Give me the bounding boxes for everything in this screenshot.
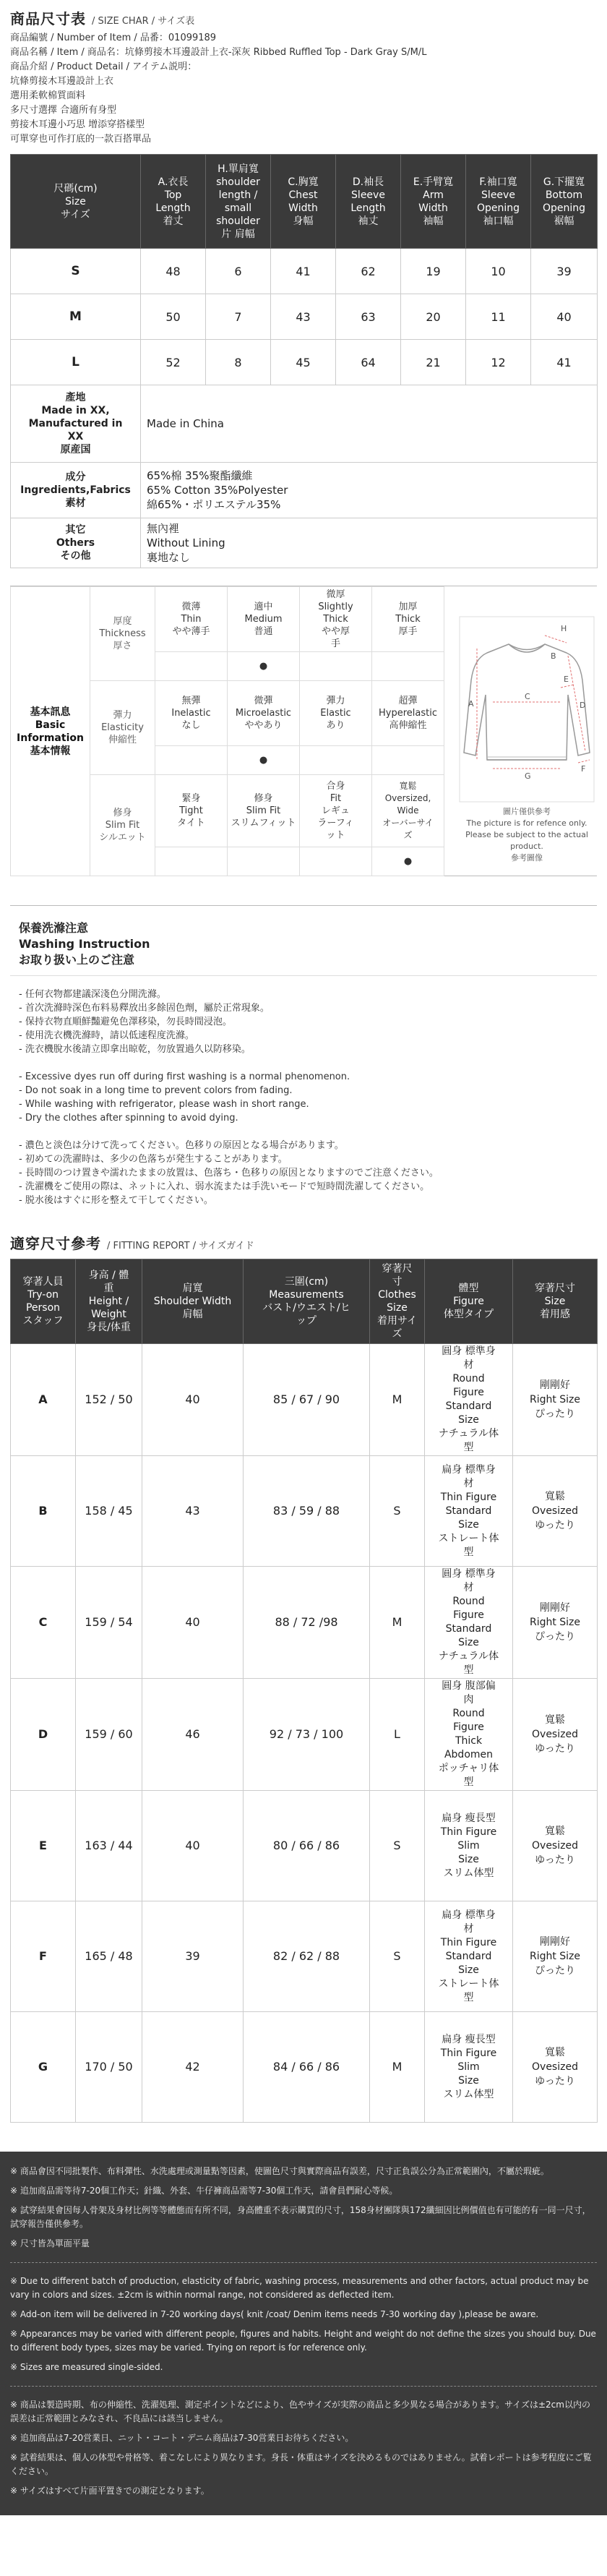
wash-line: - 保持衣物直順鮮豔避免色澤移染，勿長時間浸泡。 [19,1017,232,1027]
notes-divider [10,2262,597,2263]
product-info [0,28,607,154]
marker-cell [372,746,444,775]
note-item: ※ 追加商品は7-20営業日、ニット・コート・デニム商品は7-30営業日お待ちください。 [10,2433,354,2443]
size-cell: 39 [531,249,598,294]
height-weight-cell: 163 / 44 [76,1791,142,1901]
washing-title-zh: 保養洗滌注意 [19,921,89,935]
diagram-letter-d: D [580,701,586,710]
diagram-letter-b: B [551,651,556,661]
height-weight-cell: 159 / 60 [76,1679,142,1791]
size-label: S [11,249,141,294]
diagram-letter-h: H [561,624,567,633]
info-line: 剪接木耳邊小巧思 增添穿搭樣型 [10,119,145,130]
wash-line: - 長時間のつけ置きや濡れたままの放置は、色落ち・色移りの原因となりますのでご注意ください。 [19,1168,439,1178]
washing-title-en: Washing Instruction [19,937,150,951]
size-chart-heading: 商品尺寸表 [10,10,86,27]
meta-value: Made in China [141,385,598,463]
marker-cell [155,847,228,876]
meta-row-origin [11,385,598,463]
size-cell: 48 [141,249,206,294]
height-weight-cell: 159 / 54 [76,1567,142,1679]
size-cell: S [370,1456,425,1567]
note-item: ※ Sizes are measured single-sided. [10,2362,163,2372]
size-cell: 7 [206,294,271,340]
measurements-cell: 83 / 59 / 88 [244,1456,370,1567]
measurements-cell: 84 / 66 / 86 [244,2012,370,2123]
note-item: ※ 商品會因不同批製作、布料彈性、水洗處理或測量點等因素，使圖色尺寸與實際商品有誤差，尺寸正負誤公分為正常範圍內，不屬於瑕疵。 [10,2166,549,2176]
col-header-fit: 穿著尺寸 Size 着用感 [513,1259,598,1344]
height-weight-cell: 170 / 50 [76,2012,142,2123]
col-header-height-weight: 身高 / 體 重 Height / Weight 身長/体重 [76,1259,142,1344]
fitting-row-f [11,1901,598,2012]
note-item: ※ 追加商品需等待7-20個工作天；針織、外套、牛仔褲商品需等7-30個工作天，請會員們耐心等候。 [10,2186,398,2196]
col-header-top-length: A.衣長 Top Length 着丈 [141,155,206,249]
figure-cell: 扁身 瘦長型 Thin Figure Slim Size スリム体型 [425,1791,513,1901]
fit-cell: 寬鬆 Ovesized ゆったり [513,1456,598,1567]
fit-cell: 剛剛好 Right Size ぴったり [513,1344,598,1456]
size-cell: 12 [466,340,531,385]
info-line: 商品介紹 / Product Detail / アイテム説明： [10,61,197,72]
thickness-option-medium: 適中 Medium 普通 [228,587,300,652]
fit-cell: 寬鬆 Ovesized ゆったり [513,1791,598,1901]
fit-cell: 寬鬆 Ovesized ゆったり [513,1679,598,1791]
fit-option-regular: 合身 Fit レギュ ラーフィ ット [300,775,372,847]
fit-option-slim: 修身 Slim Fit スリムフィット [228,775,300,847]
fitting-row-d [11,1679,598,1791]
size-cell: 10 [466,249,531,294]
height-weight-cell: 158 / 45 [76,1456,142,1567]
note-item: ※ 商品は製造時期、布の伸縮性、洗濯処理、測定ポイントなどにより、色やサイズが実際の商品と多少異なる場合があります。サイズは±2cm以内の誤差は正常範囲とみなされ、不良品には該当しません。 [10,2400,590,2423]
size-cell: 19 [401,249,466,294]
wash-line: - 首次洗滌時深色布料易釋放出多餘固色劑，屬於正常現象。 [19,1003,270,1014]
note-item: ※ 尺寸皆為單面平量 [10,2238,90,2248]
size-row-l [11,340,598,385]
selected-dot-icon: ● [228,746,300,775]
size-cell: 40 [531,294,598,340]
size-chart-subtitle: / SIZE CHAR / サイズ表 [91,16,195,27]
measurements-cell: 80 / 66 / 86 [244,1791,370,1901]
diagram-caption: 圖片僅供參考 The picture is for refence only. Please be subject to the actual product. 參考圖像 [465,807,588,863]
notes-section [0,2152,607,2515]
basic-info-section [10,586,597,876]
figure-cell: 扁身 標準身 材 Thin Figure Standard Size ストレート体 型 [425,1901,513,2012]
fitting-heading: 適穿尺寸參考 [10,1235,101,1252]
figure-cell: 扁身 標準身 材 Thin Figure Standard Size ストレート体 型 [425,1456,513,1567]
sweater-diagram-icon [458,615,595,803]
elasticity-label: 彈力 Elasticity 伸縮性 [90,681,155,775]
washing-title-ja: お取り扱い上のご注意 [19,953,135,967]
marker-cell [300,652,372,681]
fitting-title [0,1218,607,1259]
meta-label: 其它 Others その他 [11,518,141,568]
shoulder-cell: 43 [142,1456,244,1567]
wash-line: - Dry the clothes after spinning to avoid dying. [19,1113,238,1124]
size-cell: 64 [336,340,401,385]
size-cell: 21 [401,340,466,385]
elasticity-option-microelastic: 微彈 Microelastic ややあり [228,681,300,746]
col-header-shoulder: H.單肩寬 shoulder length / small shoulder 片 肩幅 [206,155,271,249]
measurements-cell: 82 / 62 / 88 [244,1901,370,2012]
note-item: ※ サイズはすべて片面平置きでの測定となります。 [10,2486,210,2496]
meta-row-fabric [11,463,598,518]
size-cell: 62 [336,249,401,294]
fit-label: 修身 Slim Fit シルエット [90,775,155,876]
figure-cell: 扁身 瘦長型 Thin Figure Slim Size スリム体型 [425,2012,513,2123]
meta-value: 無內裡 Without Lining 裏地なし [141,518,598,568]
wash-line: - While washing with refrigerator, please wash in short range. [19,1099,309,1110]
diagram-letter-a: A [468,699,474,709]
fitting-subtitle: / FITTING REPORT / サイズガイド [106,1241,254,1251]
person-label: D [11,1679,76,1791]
size-cell: 6 [206,249,271,294]
col-header-chest: C.胸寬 Chest Width 身幅 [271,155,336,249]
wash-line: - 洗濯機をご使用の際は、ネットに入れ、弱水流または手洗いモードで短時間洗濯してください。 [19,1181,430,1192]
measurements-cell: 88 / 72 /98 [244,1567,370,1679]
fitting-row-b [11,1456,598,1567]
washing-text [10,975,597,1218]
fitting-row-c [11,1567,598,1679]
marker-cell [300,847,372,876]
notes-divider [10,2386,597,2387]
note-item: ※ Appearances may be varied with different people, figures and habits. Height and weight do not define the sizes you should buy. Due to different body types, sizes may be varied. Trying on report is for reference only. [10,2329,596,2353]
col-header-sleeve-opening: F.袖口寬 Sleeve Opening 袖口幅 [466,155,531,249]
info-line: 商品名稱 / Item / 商品名：坑條剪接木耳邊設計上衣-深灰 Ribbed Ruffled Top - Dark Gray S/M/L [10,47,427,58]
wash-line: - 使用洗衣機洗滌時，請以低速程度洗滌。 [19,1030,194,1041]
wash-line: - Do not soak in a long time to prevent colors from fading. [19,1085,293,1096]
shoulder-cell: 42 [142,2012,244,2123]
meta-value: 65%棉 35%聚酯纖維 65% Cotton 35%Polyester 綿65%・ポリエステル35% [141,463,598,518]
shoulder-cell: 39 [142,1901,244,2012]
shoulder-cell: 40 [142,1344,244,1456]
col-header-person: 穿著人員 Try-on Person スタッフ [11,1259,76,1344]
size-cell: 43 [271,294,336,340]
size-cell: 63 [336,294,401,340]
size-cell: 11 [466,294,531,340]
thickness-option-thick: 加厚 Thick 厚手 [372,587,444,652]
person-label: G [11,2012,76,2123]
washing-section [10,905,597,1218]
thickness-label: 厚度 Thickness 厚さ [90,587,155,681]
washing-title [10,906,597,968]
size-chart-title [0,0,607,28]
col-header-sleeve-length: D.袖長 Sleeve Length 袖丈 [336,155,401,249]
thickness-option-thin: 微薄 Thin やや薄手 [155,587,228,652]
size-cell: 45 [271,340,336,385]
col-header-arm-width: E.手臂寬 Arm Width 袖幅 [401,155,466,249]
note-item: ※ 試穿結果會因每人骨架及身材比例等等體態而有所不同，身高體重不表示購買的尺寸，158身材團隊與172纖細因比例價值也有可能的有一同一尺寸，試穿報告僅供參考。 [10,2205,591,2229]
marker-cell [300,746,372,775]
figure-cell: 圓身 標準身 材 Round Figure Standard Size ナチュラル体 型 [425,1567,513,1679]
size-cell: S [370,1901,425,2012]
thickness-option-slightly-thick: 微厚 Slightly Thick やや厚 手 [300,587,372,652]
marker-cell [372,652,444,681]
height-weight-cell: 165 / 48 [76,1901,142,2012]
fit-option-oversized: 寬鬆 Oversized, Wide オーバーサイ ズ [372,775,444,847]
size-row-m [11,294,598,340]
diagram-letter-e: E [564,675,569,684]
fit-cell: 剛剛好 Right Size ぴったり [513,1567,598,1679]
fit-option-tight: 緊身 Tight タイト [155,775,228,847]
attribute-table [10,586,444,876]
garment-diagram [458,615,595,863]
col-header-figure: 體型 Figure 体型タイプ [425,1259,513,1344]
person-label: F [11,1901,76,2012]
shoulder-cell: 40 [142,1791,244,1901]
marker-cell [155,652,228,681]
person-label: B [11,1456,76,1567]
size-table [10,154,598,568]
wash-line: - 脱水後はすぐに形を整えて干してください。 [19,1195,213,1206]
fitting-row-a [11,1344,598,1456]
elasticity-option-elastic: 彈力 Elastic あり [300,681,372,746]
size-cell: 8 [206,340,271,385]
person-label: A [11,1344,76,1456]
size-label: M [11,294,141,340]
measurements-cell: 92 / 73 / 100 [244,1679,370,1791]
fitting-table [10,1259,598,2123]
col-header-clothes-size: 穿著尺 寸 Clothes Size 着用サイ ズ [370,1259,425,1344]
size-row-s [11,249,598,294]
note-item: ※ Due to different batch of production, elasticity of fabric, washing process, measurements and other factors, actual product may be vary in colors and sizes. ±2cm is within normal range, not considered as deflected item. [10,2276,589,2300]
fitting-row-g [11,2012,598,2123]
wash-line: - 初めての洗濯時は、多少の色落ちが発生することがあります。 [19,1154,288,1165]
col-header-bottom-opening: G.下擺寬 Bottom Opening 裾幅 [531,155,598,249]
meta-label: 成分 Ingredients,Fabrics 素材 [11,463,141,518]
size-cell: L [370,1679,425,1791]
selected-dot-icon: ● [228,652,300,681]
note-item: ※ Add-on item will be delivered in 7-20 working days( knit /coat/ Denim items needs 7-30 working day ),please be aware. [10,2309,539,2319]
size-cell: 41 [531,340,598,385]
col-header-measurements: 三圍(cm) Measurements バスト/ウエスト/ヒ ップ [244,1259,370,1344]
fitting-header-row [11,1259,598,1344]
diagram-letter-c: C [525,692,530,701]
person-label: C [11,1567,76,1679]
size-cell: M [370,1567,425,1679]
diagram-letter-f: F [581,764,586,774]
height-weight-cell: 152 / 50 [76,1344,142,1456]
figure-cell: 圓身 腹部偏 肉 Round Figure Thick Abdomen ポッチャリ体 型 [425,1679,513,1791]
info-line: 坑條剪接木耳邊設計上衣 [10,76,114,87]
elasticity-option-hyperelastic: 超彈 Hyperelastic 高伸縮性 [372,681,444,746]
size-cell: S [370,1791,425,1901]
marker-cell [228,847,300,876]
size-cell: 52 [141,340,206,385]
fitting-row-e [11,1791,598,1901]
fit-cell: 剛剛好 Right Size ぴったり [513,1901,598,2012]
info-line: 多尺寸選擇 合適所有身型 [10,105,117,116]
shoulder-cell: 46 [142,1679,244,1791]
size-cell: M [370,1344,425,1456]
info-line: 選用柔軟棉質面料 [10,90,86,101]
size-header-row [11,155,598,249]
shoulder-cell: 40 [142,1567,244,1679]
wash-line: - 濃色と淡色は分けて洗ってください。色移りの原因となる場合があります。 [19,1140,344,1151]
wash-line: - 任何衣物都建議深淺色分開洗滌。 [19,989,166,1000]
info-line: 商品編號 / Number of Item / 品番：01099189 [10,33,217,43]
person-label: E [11,1791,76,1901]
selected-dot-icon: ● [372,847,444,876]
fit-cell: 寬鬆 Ovesized ゆったり [513,2012,598,2123]
size-label: L [11,340,141,385]
marker-cell [155,746,228,775]
col-header-size: 尺碼(cm) Size サイズ [11,155,141,249]
size-cell: M [370,2012,425,2123]
size-cell: 20 [401,294,466,340]
info-line: 可單穿也可作打底的一款百搭單品 [10,134,152,145]
wash-line: - Excessive dyes run off during first washing is a normal phenomenon. [19,1071,350,1082]
elasticity-option-inelastic: 無彈 Inelastic なし [155,681,228,746]
note-item: ※ 試着結果は、個人の体型や骨格等、着こなしにより異なります。身長・体重はサイズを決めるものではありません。試着レポートは参考程度にご覧ください。 [10,2452,592,2476]
size-cell: 50 [141,294,206,340]
wash-line: - 洗衣機脫水後請立即拿出晾乾，勿放置過久以防移染。 [19,1044,251,1055]
col-header-shoulder-width: 肩寬 Shoulder Width 肩幅 [142,1259,244,1344]
meta-label: 產地 Made in XX, Manufactured in XX 原産国 [11,385,141,463]
basic-info-label: 基本訊息 Basic Information 基本情報 [11,587,90,876]
size-cell: 41 [271,249,336,294]
meta-row-others [11,518,598,568]
diagram-letter-g: G [525,771,531,781]
figure-cell: 圓身 標準身 材 Round Figure Standard Size ナチュラル体 型 [425,1344,513,1456]
measurements-cell: 85 / 67 / 90 [244,1344,370,1456]
